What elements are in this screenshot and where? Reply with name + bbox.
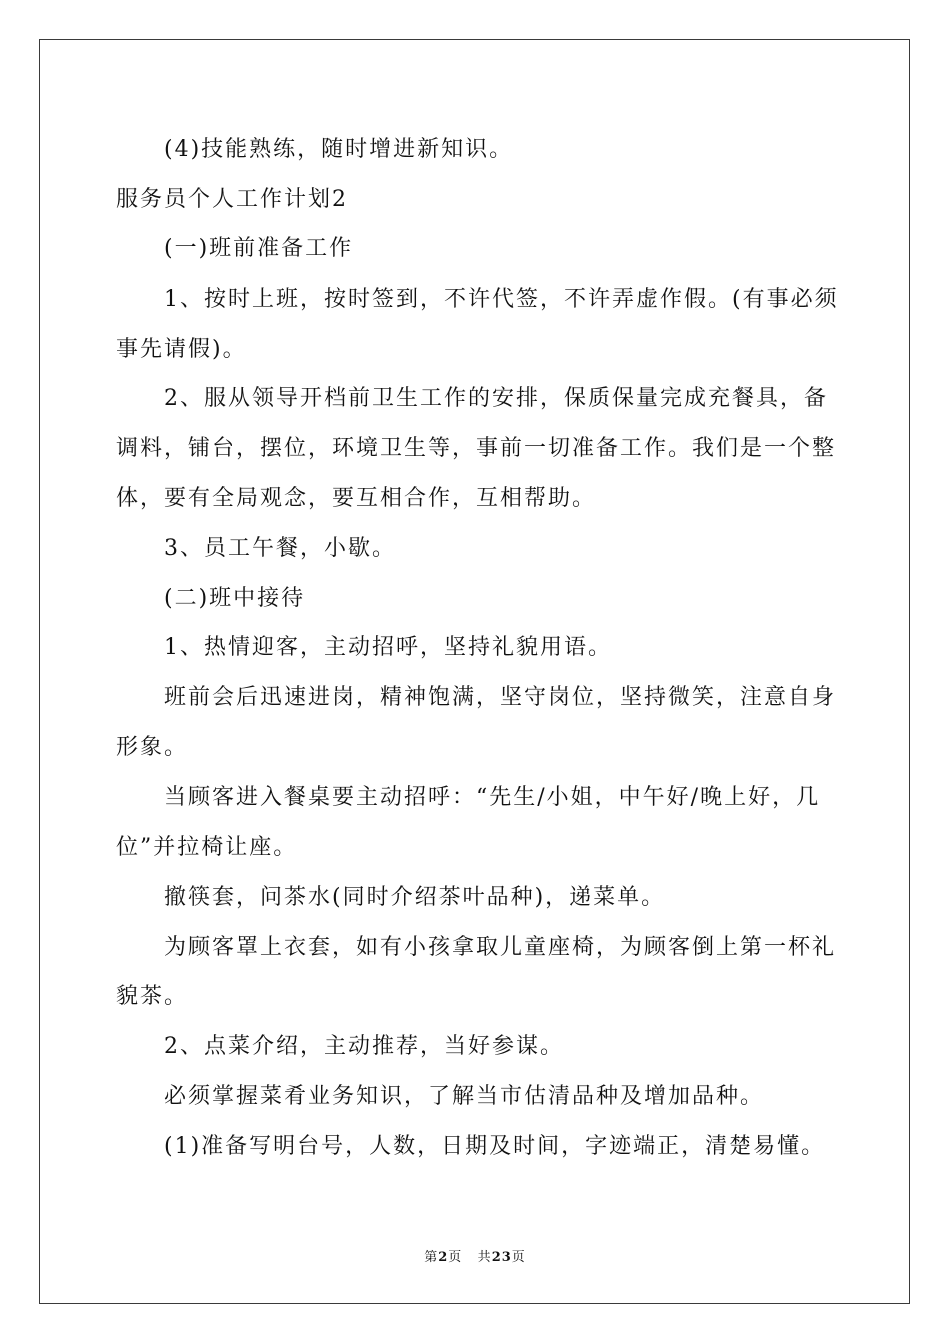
subsection-heading: (一)班前准备工作 [164, 236, 354, 261]
paragraph-line: 调料，铺台，摆位，环境卫生等，事前一切准备工作。我们是一个整 [116, 436, 837, 461]
section-title: 服务员个人工作计划2 [116, 187, 348, 212]
page-border [39, 39, 910, 1304]
paragraph-line: 班前会后迅速进岗，精神饱满，坚守岗位，坚持微笑，注意自身 [164, 685, 837, 710]
paragraph-line: 当顾客进入餐桌要主动招呼：“先生/小姐，中午好/晚上好，几 [164, 785, 821, 810]
paragraph-line: (4)技能熟练，随时增进新知识。 [164, 137, 514, 162]
paragraph-line: 貌茶。 [116, 984, 189, 1009]
paragraph-line: 形象。 [116, 735, 189, 760]
page-number: 2 [438, 1250, 449, 1265]
paragraph-line: 1、热情迎客，主动招呼，坚持礼貌用语。 [164, 635, 612, 660]
total-prefix: 共 [477, 1250, 492, 1265]
paragraph-line: 2、服从领导开档前卫生工作的安排，保质保量完成充餐具，备 [164, 386, 828, 411]
paragraph-line: 为顾客罩上衣套，如有小孩拿取儿童座椅，为顾客倒上第一杯礼 [164, 935, 837, 960]
paragraph-line: (1)准备写明台号，人数，日期及时间，字迹端正，清楚易懂。 [164, 1134, 826, 1159]
total-pages: 23 [491, 1250, 512, 1265]
paragraph-line: 撤筷套，问茶水(同时介绍茶叶品种)，递菜单。 [164, 885, 666, 910]
page-footer [0, 1246, 950, 1265]
paragraph-line: 2、点菜介绍，主动推荐，当好参谋。 [164, 1034, 564, 1059]
subsection-heading: (二)班中接待 [164, 586, 306, 611]
total-suffix: 页 [511, 1250, 526, 1265]
page-suffix: 页 [448, 1250, 463, 1265]
paragraph-line: 事先请假)。 [116, 337, 247, 362]
paragraph-line: 1、按时上班，按时签到，不许代签，不许弄虚作假。(有事必须 [164, 287, 839, 312]
paragraph-line: 体，要有全局观念，要互相合作，互相帮助。 [116, 486, 597, 511]
paragraph-line: 必须掌握菜肴业务知识，了解当市估清品种及增加品种。 [164, 1084, 765, 1109]
paragraph-line: 位”并拉椅让座。 [116, 835, 298, 860]
page-prefix: 第 [424, 1250, 439, 1265]
paragraph-line: 3、员工午餐，小歇。 [164, 536, 396, 561]
